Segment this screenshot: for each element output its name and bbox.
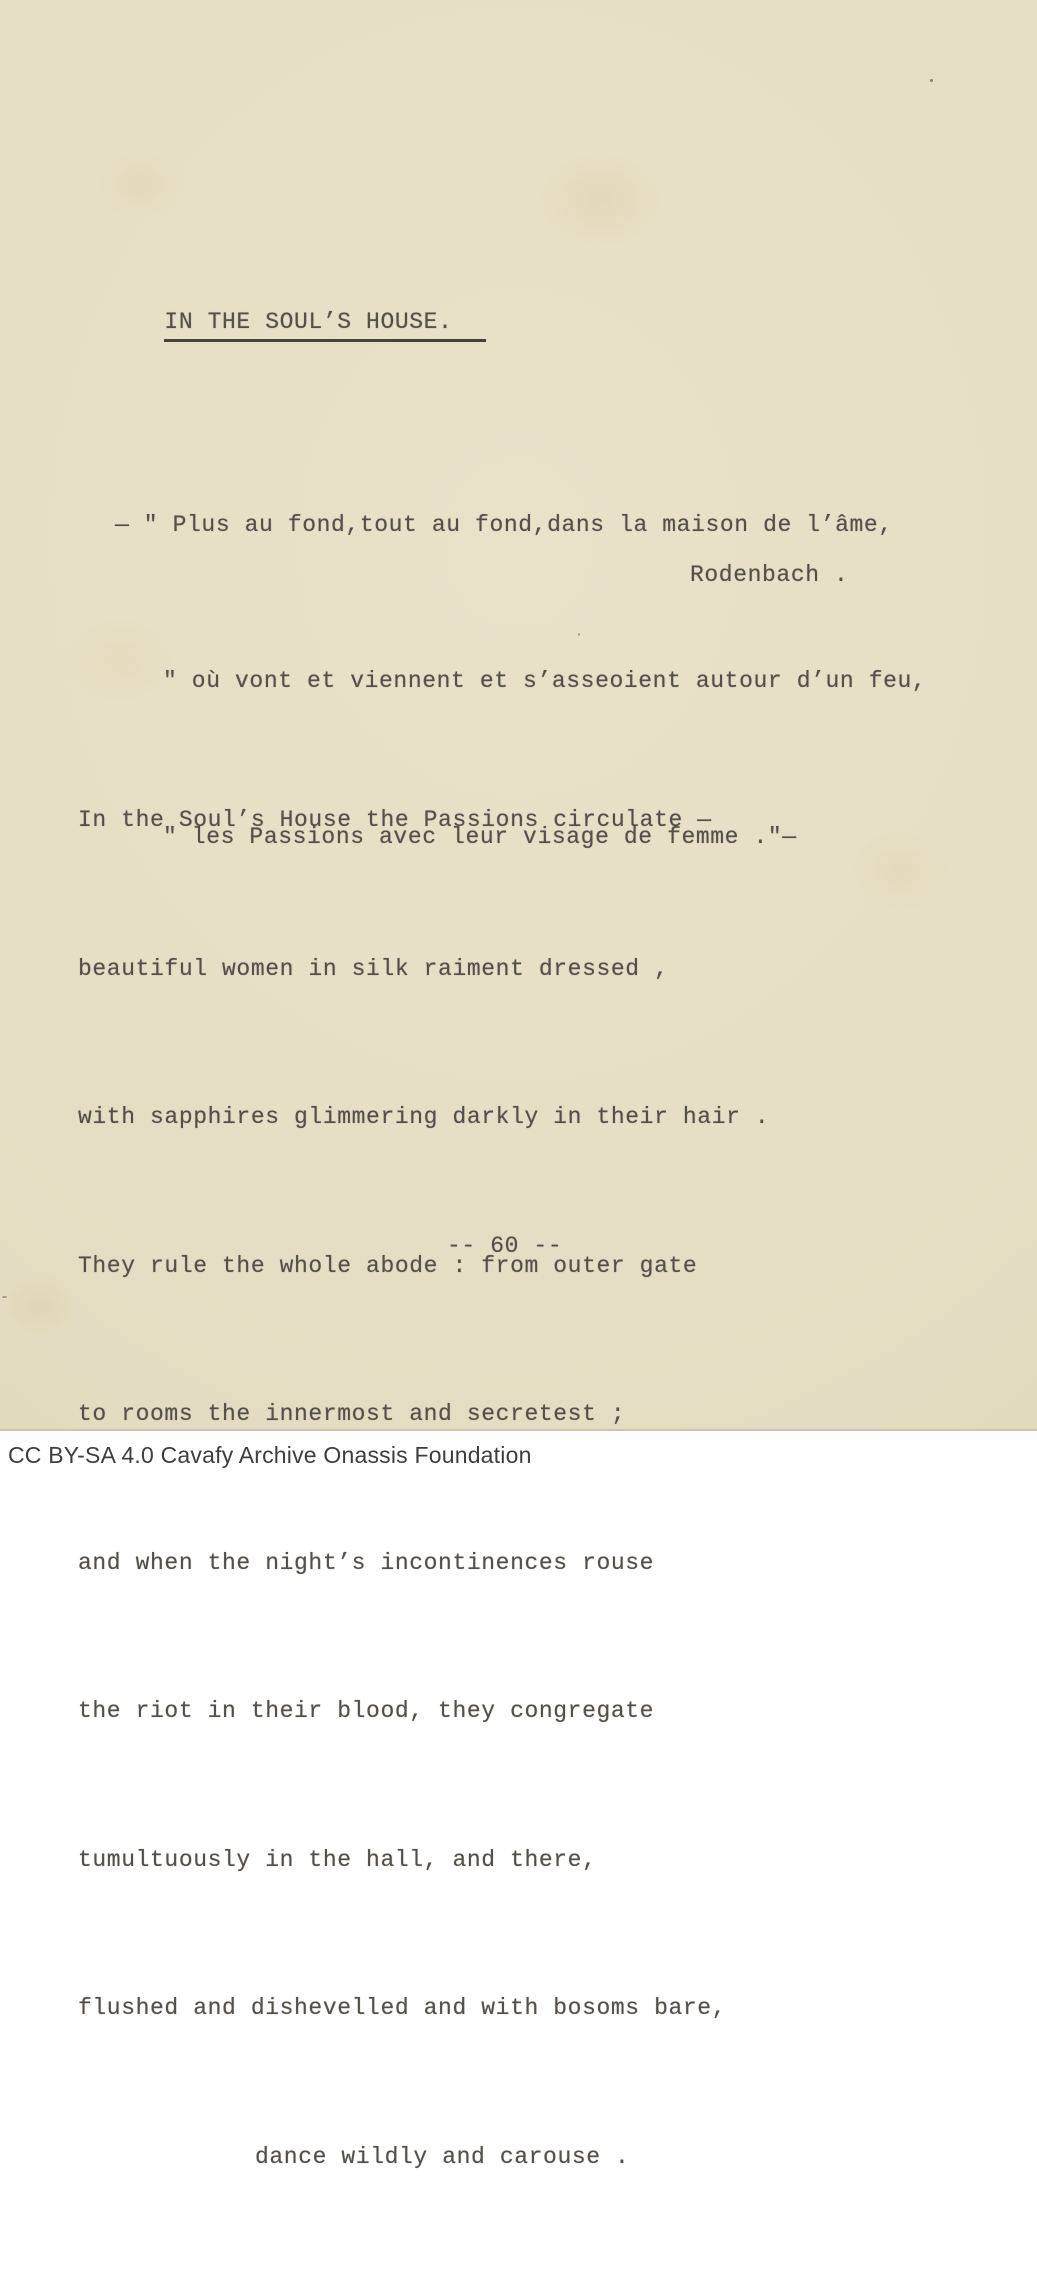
poem-line: to rooms the innermost and secretest ;: [78, 1401, 626, 1427]
poem-line: with sapphires glimmering darkly in their hair .: [78, 1104, 770, 1130]
poem-line: In the Soul’s House the Passions circulate —: [78, 807, 712, 833]
poem-line: dance wildly and carouse .: [255, 2143, 630, 2170]
poem-line: and when the night’s incontinences rouse: [78, 1549, 655, 1576]
paper-speck: [930, 79, 933, 82]
poem-line: They rule the whole abode : from outer gate: [78, 1252, 698, 1279]
poem-title-text: IN THE SOUL’S HOUSE.: [164, 309, 486, 342]
poem-line: flushed and dishevelled and with bosoms bare,: [78, 1995, 727, 2021]
paper-speck: [2, 1296, 7, 1298]
poem-line: the riot in their blood, they congregate: [78, 1698, 655, 1724]
license-text: CC BY-SA 4.0 Cavafy Archive Onassis Foundation: [8, 1442, 532, 1468]
epigraph-line: — " Plus au fond,tout au fond,dans la maison de l’âme,: [115, 512, 893, 538]
poem-line: tumultuously in the hall, and there,: [78, 1846, 597, 1873]
epigraph-line: " où vont et viennent et s’asseoient autour d’un feu,: [163, 668, 927, 694]
epigraph-line: " les Passions avec leur visage de femme ."—: [163, 824, 797, 850]
page-number: -- 60 --: [447, 1233, 563, 1259]
epigraph-attribution: Rodenbach .: [690, 562, 849, 588]
poem-title: [78, 283, 486, 368]
poem-body: [78, 697, 769, 2281]
poem-line: beautiful women in silk raiment dressed ,: [78, 955, 669, 982]
license-footer: [0, 1431, 1037, 1480]
